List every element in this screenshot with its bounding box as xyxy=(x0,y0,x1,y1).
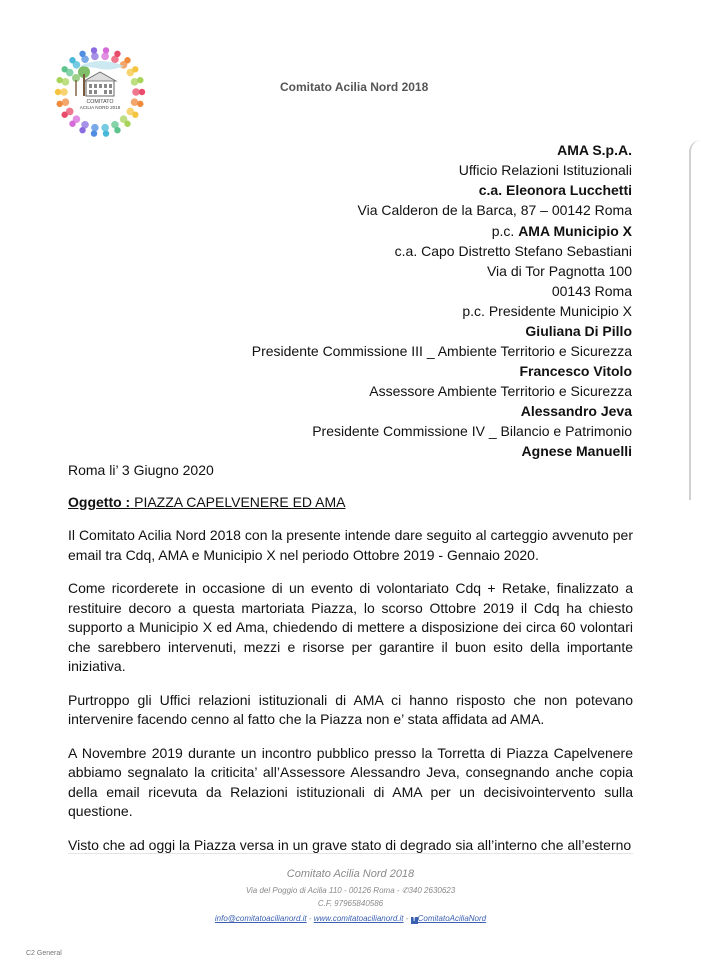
logo-figure-body xyxy=(126,69,134,77)
cc2-role4: Presidente Commissione IV _ Bilancio e Patrimonio xyxy=(312,423,632,439)
footer-org: Comitato Acilia Nord 2018 xyxy=(286,868,415,880)
recipient-company: AMA S.p.A. xyxy=(557,142,632,158)
body-paragraph: Purtroppo gli Uffici relazioni istituzionali di AMA ci hanno risposto che non potevano intervenire facendo cenno al fatto che la Piazza non e’ stata affidata ad AMA. xyxy=(68,691,633,727)
logo-figure-body xyxy=(60,88,68,96)
cc1-prefix: p.c. xyxy=(491,223,519,239)
body-paragraph: Come ricorderete in occasione di un evento di volontariato Cdq + Retake, finalizzato a restituire decoro a questa martoriata Piazza, lo scorso Ottobre 2019 il Cdq ha chiesto supporto a Municipio X ed Ama, chiedendo di mettere a disposizione dei circa 60 volontari che sarebbero intervenuti, mezzi e risorse per garantire il buon esito della importante iniziativa. xyxy=(68,580,633,674)
logo-figure-body xyxy=(111,55,119,63)
facebook-icon: f xyxy=(411,917,418,924)
recipient-address: Via Calderon de la Barca, 87 – 00142 Roma xyxy=(357,202,632,218)
header-org-name: Comitato Acilia Nord 2018 xyxy=(280,80,429,94)
footer-cf: C.F. 97965840586 xyxy=(317,899,384,908)
phone-icon: ✆ xyxy=(401,886,409,895)
body-paragraph: Visto che ad oggi la Piazza versa in un grave stato di degrado sia all’interno che all’esterno xyxy=(68,836,632,853)
footer-website-link[interactable]: www.comitatoacilianord.it xyxy=(313,914,404,923)
logo-figure-body xyxy=(91,53,99,61)
letter-subject xyxy=(68,494,345,510)
logo-text-line1: COMITATO xyxy=(86,99,114,105)
logo-figure-body xyxy=(120,115,128,123)
logo-figure-body xyxy=(111,121,119,129)
cc1-attention: c.a. Capo Distretto Stefano Sebastiani xyxy=(394,243,632,259)
footer-links xyxy=(0,914,701,924)
cc2-role2: Presidente Commissione III _ Ambiente Territorio e Sicurezza xyxy=(251,343,632,359)
footer-email-link[interactable]: info@comitatoacilianord.it xyxy=(214,914,307,923)
body-paragraph: Il Comitato Acilia Nord 2018 con la presente intende dare seguito al carteggio avvenuto per email tra Cdq, AMA e Municipio X nel periodo Ottobre 2019 - Gennaio 2020. xyxy=(68,527,633,563)
subject-text: PIAZZA CAPELVENERE ED AMA xyxy=(130,494,346,510)
footer-sep: - xyxy=(403,914,411,923)
cc1-line xyxy=(395,221,632,241)
logo-figure-body xyxy=(66,108,74,116)
logo-figure-body xyxy=(62,78,70,86)
corner-label: C2 General xyxy=(26,950,62,957)
logo-figure-body xyxy=(101,53,109,61)
logo-figure-body xyxy=(66,69,74,77)
recipient-attention: c.a. Eleonora Lucchetti xyxy=(478,182,632,198)
logo-figure-body xyxy=(131,78,139,86)
recipient-main xyxy=(358,140,632,220)
footer-address: Via del Poggio di Acilia 110 - 00126 Roma - xyxy=(245,886,402,895)
footer-sep: - xyxy=(306,914,314,923)
logo-figure-body xyxy=(131,98,139,106)
recipient-cc2 xyxy=(252,301,632,461)
footer-phone: 340 2630623 xyxy=(408,886,456,895)
logo-text-line2: ACILIA NORD 2018 xyxy=(79,105,121,110)
logo-figure-body xyxy=(126,108,134,116)
logo-figure-body xyxy=(101,124,109,132)
footer-divider xyxy=(68,853,633,854)
cc2-name1: Giuliana Di Pillo xyxy=(525,323,632,339)
letter-body xyxy=(68,526,633,869)
logo-figure-body xyxy=(62,98,70,106)
logo-figure-body xyxy=(132,88,140,96)
logo-figure-body xyxy=(73,115,81,123)
logo-figure-body xyxy=(91,124,99,132)
subject-label: Oggetto : xyxy=(68,494,131,510)
page-edge-mark xyxy=(689,140,701,500)
logo-figure-body xyxy=(81,121,89,129)
body-paragraph: A Novembre 2019 durante un incontro pubblico presso la Torretta di Piazza Capelvenere abbiamo segnalato la criticita’ all’Assessore Alessandro Jeva, consegnando anche copia della email ricevuta da Relazioni istituzionali di AMA per un decisivointervento sulla questione. xyxy=(68,744,633,819)
cc2-name2: Francesco Vitolo xyxy=(519,363,632,379)
logo-figure-body xyxy=(81,55,89,63)
cc2-name3: Alessandro Jeva xyxy=(520,403,632,419)
logo-figure-body xyxy=(73,61,81,69)
cc1-city: 00143 Roma xyxy=(551,283,632,299)
comitato-logo-icon xyxy=(50,42,150,142)
letter-date: Roma li’ 3 Giugno 2020 xyxy=(68,462,214,478)
recipient-office: Ufficio Relazioni Istituzionali xyxy=(458,162,632,178)
cc2-role3: Assessore Ambiente Territorio e Sicurezza xyxy=(369,383,632,399)
footer-address-line xyxy=(0,886,701,895)
footer-social-link[interactable]: ComitatoAciliaNord xyxy=(417,914,487,923)
cc1-name: AMA Municipio X xyxy=(518,223,632,239)
cc2-name4: Agnese Manuelli xyxy=(521,443,632,459)
cc1-street: Via di Tor Pagnotta 100 xyxy=(486,263,632,279)
cc2-intro: p.c. Presidente Municipio X xyxy=(462,303,632,319)
recipient-cc1 xyxy=(395,221,632,301)
